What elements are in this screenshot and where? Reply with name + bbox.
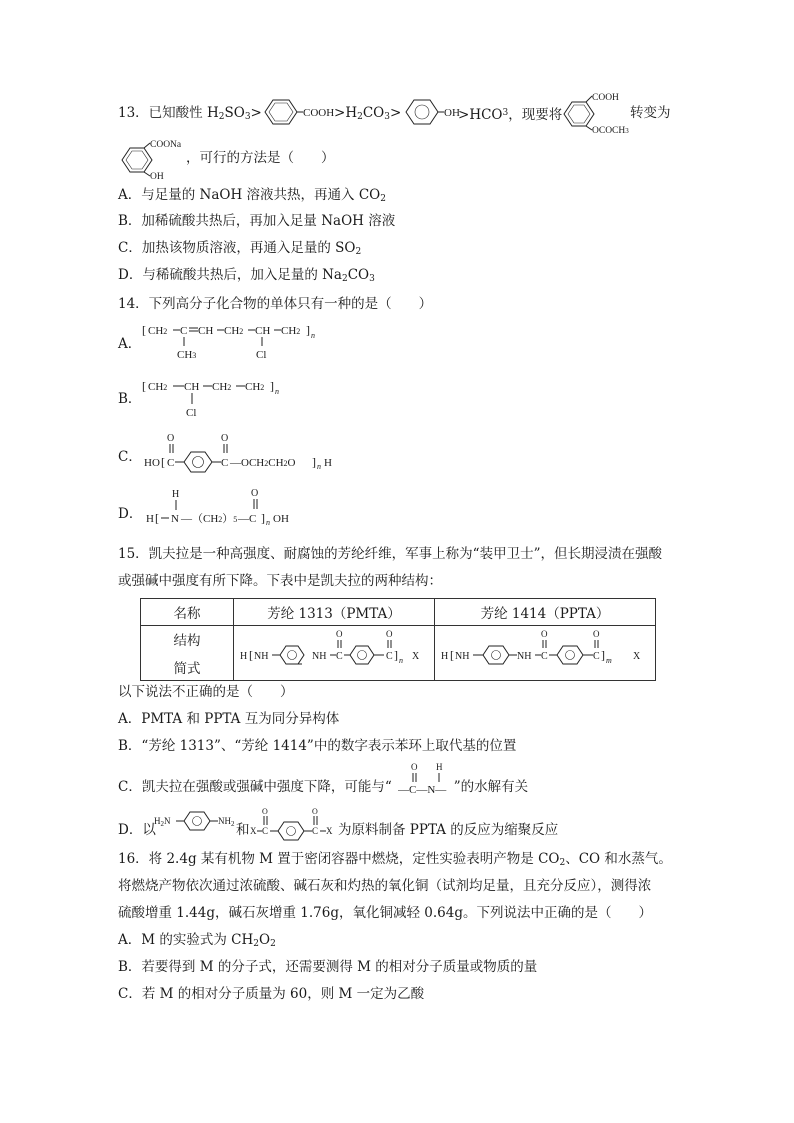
svg-text:m: m — [606, 656, 612, 665]
svg-text:X: X — [250, 826, 257, 836]
svg-text:CH: CH — [184, 381, 200, 393]
q15-option-d-post: 为原料制备 PPTA 的反应为缩聚反应 — [338, 822, 559, 838]
svg-text:O: O — [312, 807, 318, 816]
svg-text:n: n — [275, 387, 279, 396]
svg-text:n: n — [399, 656, 403, 665]
svg-text:O: O — [262, 807, 268, 816]
svg-text:C: C — [262, 826, 269, 836]
svg-text:]: ] — [394, 648, 398, 662]
q14-option-a-structure — [140, 318, 340, 364]
svg-text:N: N — [171, 513, 179, 525]
q15-option-c: C．凯夫拉在强酸或强碱中强度下降，可能与“ ”的水解有关 — [118, 779, 529, 795]
svg-text:C: C — [167, 457, 175, 469]
svg-text:COONa: COONa — [150, 140, 182, 150]
svg-text:]: ] — [601, 648, 605, 662]
q15-question: 以下说法不正确的是（ ） — [118, 684, 294, 700]
svg-text:NH: NH — [455, 651, 470, 662]
q14-option-c-structure — [144, 428, 354, 474]
q13-option-b: B．加稀硫酸共热后，再加入足量 NaOH 溶液 — [118, 213, 396, 229]
svg-text:CH2: CH2 — [148, 325, 168, 337]
table-row-label: 结构 简式 — [141, 626, 234, 681]
q14-stem: 14．下列高分子化合物的单体只有一种的是（ ） — [118, 296, 433, 312]
svg-text:NH: NH — [254, 651, 269, 662]
svg-text:X: X — [633, 651, 641, 662]
svg-text:H: H — [436, 762, 443, 772]
svg-text:—C: —C — [238, 513, 257, 525]
svg-text:O: O — [167, 433, 175, 444]
svg-text:C: C — [336, 651, 343, 662]
svg-text:[: [ — [142, 379, 146, 393]
q15-structure-table — [140, 598, 656, 681]
svg-text:CH3: CH3 — [177, 349, 197, 361]
q16-option-b: B．若要得到 M 的分子式，还需要测得 M 的相对分子质量或物质的量 — [118, 959, 538, 975]
q15-stem-line1: 15．凯夫拉是一种高强度、耐腐蚀的芳纶纤维，军事上称为“装甲卫士”，但长期浸渍在强酸 — [118, 546, 662, 562]
svg-text:O: O — [411, 762, 418, 772]
svg-text:—（CH2）5: —（CH2）5 — [181, 513, 238, 525]
q16-stem-line1: 16．将 2.4g 某有机物 M 置于密闭容器中燃烧，定性实验表明产物是 $CO_2$、CO 和水蒸气。 — [118, 851, 672, 868]
svg-text:H: H — [324, 457, 332, 469]
table-header-name: 名称 — [141, 599, 234, 626]
svg-text:C: C — [593, 651, 600, 662]
svg-text:H: H — [441, 651, 449, 662]
svg-text:O: O — [336, 629, 343, 639]
svg-text:C: C — [221, 457, 229, 469]
svg-text:CH: CH — [198, 325, 214, 337]
svg-text:Cl: Cl — [256, 349, 267, 361]
table-header-ppta: 芳纶 1414（PPTA） — [435, 599, 656, 626]
svg-text:H: H — [172, 489, 180, 500]
q14-option-a-label: A． — [118, 336, 142, 352]
svg-text:O: O — [386, 629, 393, 639]
q15-stem-line2: 或强碱中强度有所下降。下表中是凯夫拉的两种结构： — [118, 573, 442, 589]
svg-text:[: [ — [249, 648, 253, 662]
svg-text:X: X — [326, 826, 333, 836]
oh-label: OH — [444, 107, 460, 119]
svg-text:Cl: Cl — [186, 407, 197, 419]
q16-stem-line3: 硫酸增重 1.44g，碱石灰增重 1.76g，氧化铜减轻 0.64g。下列说法中正确的是（ ） — [118, 905, 652, 921]
benzoic-acid-structure — [253, 94, 343, 130]
svg-text:X: X — [412, 651, 420, 662]
svg-text:OH: OH — [150, 172, 164, 180]
amide-group-structure — [398, 760, 462, 798]
table-header-pmta: 芳纶 1313（PMTA） — [234, 599, 435, 626]
q16-stem-line2: 将燃烧产物依次通过浓硫酸、碱石灰和灼热的氧化铜（试剂均足量，且充分反应），测得浓 — [118, 878, 652, 894]
cooh-label: COOH — [303, 107, 335, 119]
svg-text:CH: CH — [255, 325, 271, 337]
svg-text:CH2: CH2 — [148, 381, 168, 393]
pmta-structure — [236, 626, 432, 676]
q16-option-a: A．M 的实验式为 $CH_2O_2$ — [118, 932, 276, 949]
svg-text:H: H — [240, 651, 248, 662]
svg-text:CH2: CH2 — [212, 381, 232, 393]
svg-text:C: C — [386, 651, 393, 662]
svg-text:]: ] — [261, 511, 265, 525]
q15-option-d-and: 和 — [236, 822, 250, 838]
q13-stem-tail: ，可行的方法是（ ） — [186, 150, 335, 166]
phenol-structure — [400, 94, 462, 130]
svg-text:n: n — [266, 518, 270, 527]
svg-text:H2N: $H_2N$ — [154, 816, 171, 828]
svg-text:]: ] — [270, 379, 274, 393]
svg-text:NH: NH — [517, 651, 532, 662]
q13-h2co3: $>H_2CO_3>$ — [334, 105, 402, 122]
svg-text:CH2: CH2 — [281, 325, 301, 337]
terephthaloyl-structure — [250, 806, 342, 842]
svg-text:C: C — [180, 325, 188, 337]
svg-text:NH2: $NH_2$ — [218, 816, 235, 828]
svg-text:OH: OH — [273, 513, 289, 525]
q16-option-c: C．若 M 的相对分子质量为 60，则 M 一定为乙酸 — [118, 986, 425, 1002]
q13-option-c: C．加热该物质溶液，再通入足量的 $SO_2$ — [118, 240, 362, 257]
svg-text:[: [ — [155, 511, 159, 525]
q14-option-d-label: D． — [118, 506, 143, 522]
q13-option-d: D．与稀硫酸共热后，加入足量的 $Na_2CO_3$ — [118, 267, 375, 284]
svg-text:O: O — [541, 629, 548, 639]
q14-option-b-structure — [140, 374, 310, 424]
q13-option-a: A．与足量的 NaOH 溶液共热，再通入 $CO_2$ — [118, 187, 386, 204]
svg-text:—OCH2CH2O: —OCH2CH2O — [230, 457, 296, 469]
q15-option-d: D．以 — [118, 822, 156, 838]
svg-text:CH2: CH2 — [245, 381, 265, 393]
q15-option-a: A．PMTA 和 PPTA 互为同分异构体 — [118, 711, 340, 727]
q14-option-c-label: C． — [118, 449, 142, 465]
q13-hco3: $>HCO^3$，现要将 — [458, 107, 563, 123]
svg-text:OCOCH3: OCOCH3 — [592, 126, 629, 134]
svg-text:HO: HO — [144, 457, 160, 469]
q13-convert: 转变为 — [630, 105, 671, 121]
pmta-structure-cell — [234, 626, 435, 681]
svg-text:C: C — [541, 651, 548, 662]
svg-text:O: O — [593, 629, 600, 639]
svg-text:—C—N—: —C—N— — [398, 784, 447, 796]
p-phenylenediamine-structure — [154, 808, 244, 842]
ppta-structure — [437, 626, 653, 676]
svg-text:n: n — [311, 331, 315, 340]
svg-text:[: [ — [161, 455, 165, 469]
q14-option-d-structure — [144, 484, 314, 530]
svg-text:H: H — [146, 513, 154, 525]
ppta-structure-cell — [435, 626, 656, 681]
q14-option-b-label: B． — [118, 391, 142, 407]
svg-text:CH2: CH2 — [224, 325, 244, 337]
svg-text:COOH: COOH — [592, 93, 619, 103]
svg-text:NH: NH — [312, 651, 327, 662]
q13-stem-line1: 13．已知酸性 $H_2SO_3>$ — [118, 105, 262, 122]
svg-text:n: n — [317, 462, 321, 471]
q15-option-b: B．“芳纶 1313”、“芳纶 1414”中的数字表示苯环上取代基的位置 — [118, 738, 517, 754]
svg-text:[: [ — [450, 648, 454, 662]
svg-text:C: C — [312, 826, 319, 836]
aspirin-structure — [560, 90, 635, 134]
svg-text:]: ] — [312, 455, 316, 469]
svg-text:O: O — [221, 433, 229, 444]
sodium-salicylate-structure — [118, 138, 193, 180]
svg-text:O: O — [251, 488, 259, 499]
svg-text:[: [ — [142, 323, 146, 337]
svg-text:]: ] — [306, 323, 310, 337]
